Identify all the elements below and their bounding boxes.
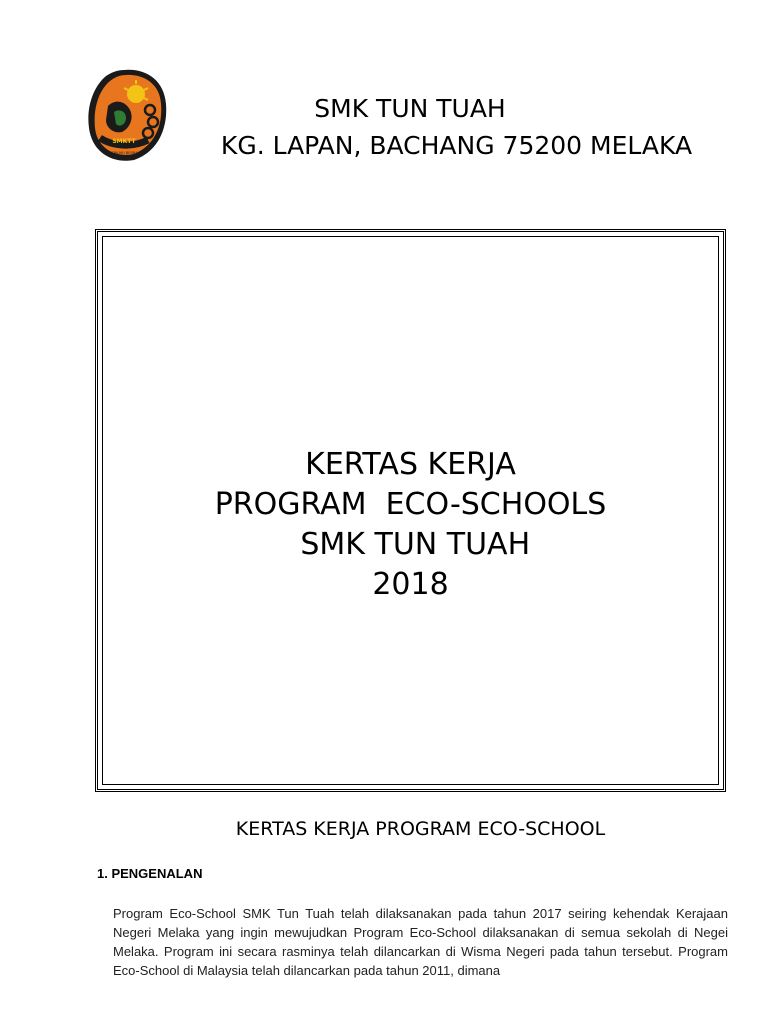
school-address: KG. LAPAN, BACHANG 75200 MELAKA [220, 131, 693, 160]
cover-title-line-1: KERTAS KERJA [305, 447, 516, 482]
intro-heading: 1. PENGENALAN [97, 866, 203, 881]
section-heading: KERTAS KERJA PROGRAM ECO-SCHOOL [235, 818, 606, 840]
cover-title-line-2: PROGRAM ECO-SCHOOLS [214, 487, 607, 522]
logo-motto: BERILMU BERBAKTI [109, 151, 143, 155]
cover-frame [95, 229, 726, 792]
cover-title-line-4: 2018 [372, 567, 449, 602]
intro-paragraph: Program Eco-School SMK Tun Tuah telah dilaksanakan pada tahun 2017 seiring kehendak Kerajaan Negeri Melaka yang ingin mewujudkan Program Eco-School dilaksanakan di semua sekolah di Negei Melaka. Program ini secara rasminya telah dilancarkan di Wisma Negeri pada tahun tersebut. Program Eco-School di Malaysia telah dilancarkan pada tahun 2011, dimana [113, 906, 728, 978]
cover-title-line-3: SMK TUN TUAH [290, 527, 531, 562]
cover-frame-inner [102, 236, 719, 785]
cover-title [103, 445, 718, 605]
logo-text: SMKTT [112, 138, 136, 145]
school-name: SMK TUN TUAH [314, 94, 506, 123]
